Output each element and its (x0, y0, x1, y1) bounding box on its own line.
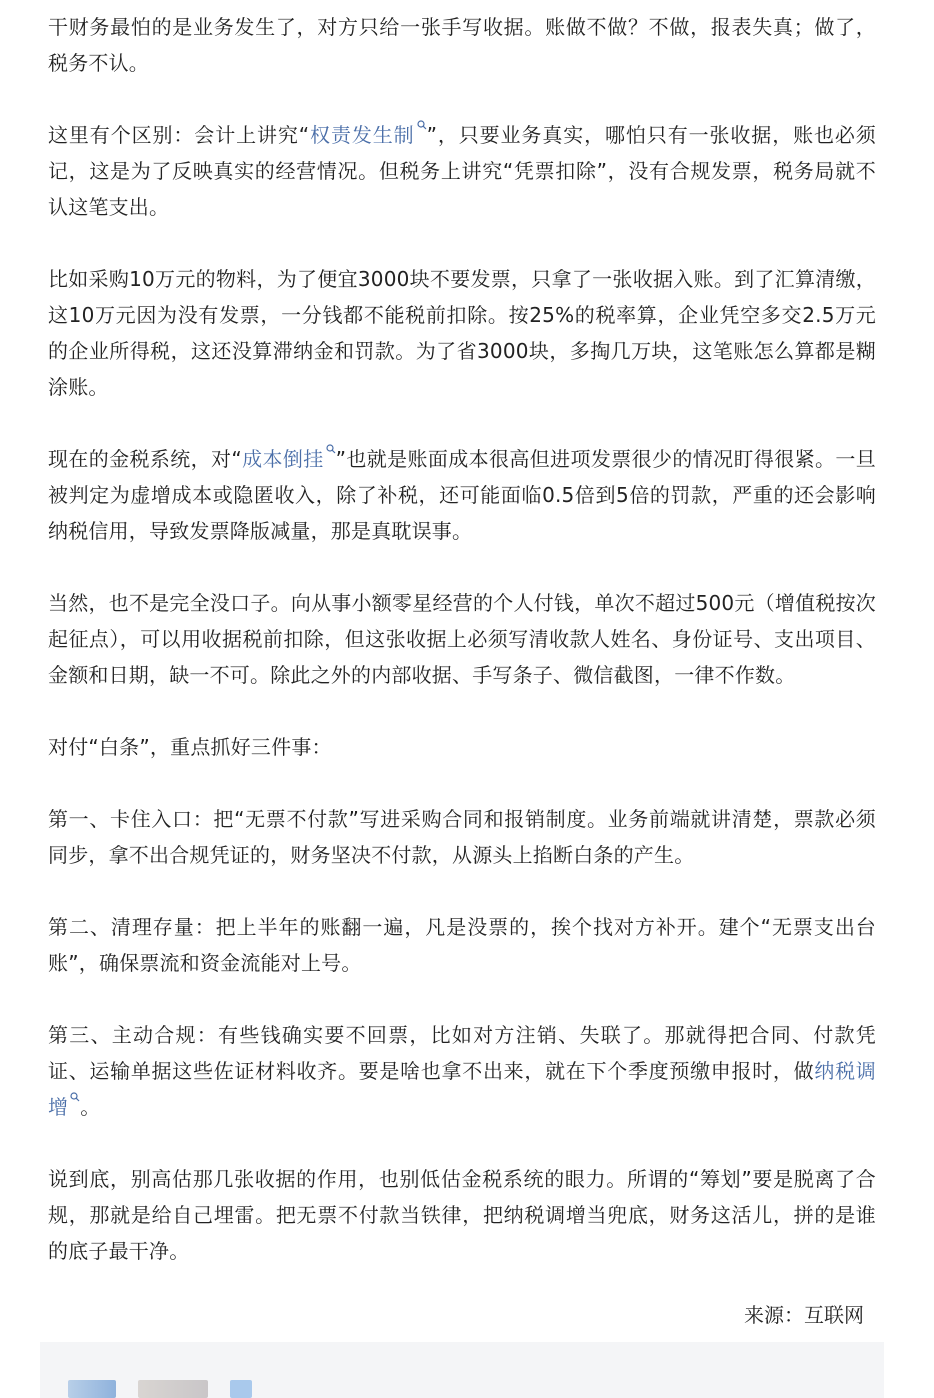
search-icon (326, 444, 336, 456)
paragraph-step-three (48, 1017, 876, 1125)
paragraph-conclusion: 说到底，别高估那几张收据的作用，也别低估金税系统的眼力。所谓的“筹划”要是脱离了合规，那就是给自己埋雷。把无票不付款当铁律，把纳税调增当兜底，财务这活儿，拼的是谁的底子最干净。 (48, 1167, 876, 1263)
text-segment: ”也就是账面成本很高但进项发票很少的情况盯得很紧。一旦被判定为虚增成本或隐匿收入，除了补税，还可能面临0.5倍到5倍的罚款，严重的还会影响纳税信用，导致发票降版减量，那是真耽误事。 (48, 447, 876, 543)
search-icon (417, 120, 427, 132)
blurred-thumbnail (68, 1380, 116, 1398)
paragraph-exception: 当然，也不是完全没口子。向从事小额零星经营的个人付钱，单次不超过500元（增值税按次起征点），可以用收据税前扣除，但这张收据上必须写清收款人姓名、身份证号、支出项目、金额和日期，缺一不可。除此之外的内部收据、手写条子、微信截图，一律不作数。 (48, 591, 876, 687)
paragraph-example: 比如采购10万元的物料，为了便宜3000块不要发票，只拿了一张收据入账。到了汇算清缴，这10万元因为没有发票，一分钱都不能税前扣除。按25%的税率算，企业凭空多交2.5万元的企业所得税，这还没算滞纳金和罚款。为了省3000块，多掏几万块，这笔账怎么算都是糊涂账。 (48, 267, 876, 399)
search-icon (70, 1092, 80, 1104)
paragraph-intro: 干财务最怕的是业务发生了，对方只给一张手写收据。账做不做？不做，报表失真；做了，税务不认。 (48, 15, 876, 75)
article-body (48, 9, 876, 1305)
source-credit: 来源：互联网 (744, 1303, 864, 1327)
keyword-label: 成本倒挂 (241, 447, 324, 471)
text-segment: 。 (80, 1095, 101, 1119)
keyword-label: 纳税调增 (48, 1059, 876, 1119)
paragraph-step-two: 第二、清理存量：把上半年的账翻一遍，凡是没票的，挨个找对方补开。建个“无票支出台账”，确保票流和资金流能对上号。 (48, 915, 876, 975)
related-content-card[interactable] (40, 1342, 884, 1398)
text-segment: 现在的金税系统，对“ (48, 447, 242, 471)
keyword-link-accrual-basis[interactable] (309, 123, 426, 147)
text-segment: 这里有个区别：会计上讲究“ (48, 123, 310, 147)
blurred-thumbnail (138, 1380, 208, 1398)
text-segment: 第三、主动合规：有些钱确实要不回票，比如对方注销、失联了。那就得把合同、付款凭证、运输单据这些佐证材料收齐。要是啥也拿不出来，就在下个季度预缴申报时，做 (48, 1023, 876, 1083)
paragraph-three-things: 对付“白条”，重点抓好三件事： (48, 735, 332, 759)
paragraph-accrual (48, 117, 876, 225)
text-segment: ”，只要业务真实，哪怕只有一张收据，账也必须记，这是为了反映真实的经营情况。但税务上讲究“凭票扣除”，没有合规发票，税务局就不认这笔支出。 (48, 123, 877, 219)
paragraph-golden-tax (48, 441, 876, 549)
paragraph-step-one: 第一、卡住入口：把“无票不付款”写进采购合同和报销制度。业务前端就讲清楚，票款必须同步，拿不出合规凭证的，财务坚决不付款，从源头上掐断白条的产生。 (48, 807, 876, 867)
keyword-label: 权责发生制 (309, 123, 415, 147)
blurred-thumbnail (230, 1380, 252, 1398)
keyword-link-cost-inversion[interactable] (242, 447, 336, 471)
